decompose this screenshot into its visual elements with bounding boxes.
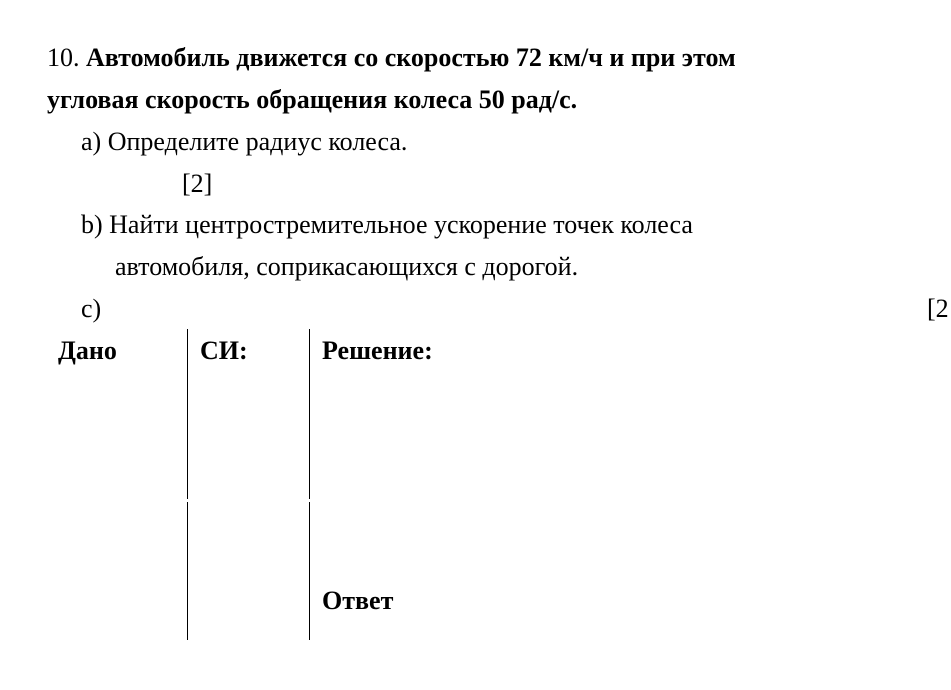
part-c-score: [2: [927, 294, 949, 323]
column-divider-si-top: [309, 329, 310, 499]
task-statement-line2: угловая скорость обращения колеса 50 рад/с.: [47, 85, 578, 114]
task-first-line: [47, 42, 736, 74]
column-divider-given-bottom: [187, 502, 188, 640]
solution-header: Решение:: [322, 336, 433, 365]
column-divider-si-bottom: [309, 502, 310, 640]
column-divider-given-top: [187, 329, 188, 499]
part-a-question: a) Определите радиус колеса.: [81, 127, 408, 156]
part-b-question-line1: b) Найти центростремительное ускорение точек колеса: [81, 210, 693, 239]
si-header: СИ:: [200, 336, 248, 365]
task-statement-line1: Автомобиль движется со скоростью 72 км/ч и при этом: [86, 43, 736, 72]
answer-label: Ответ: [322, 586, 394, 615]
part-a-score: [2]: [182, 169, 213, 198]
task-number: 10.: [47, 43, 80, 72]
part-b-question-line2: автомобиля, соприкасающихся с дорогой.: [115, 252, 579, 281]
part-c-label: c): [81, 294, 102, 323]
given-header: Дано: [58, 336, 117, 365]
